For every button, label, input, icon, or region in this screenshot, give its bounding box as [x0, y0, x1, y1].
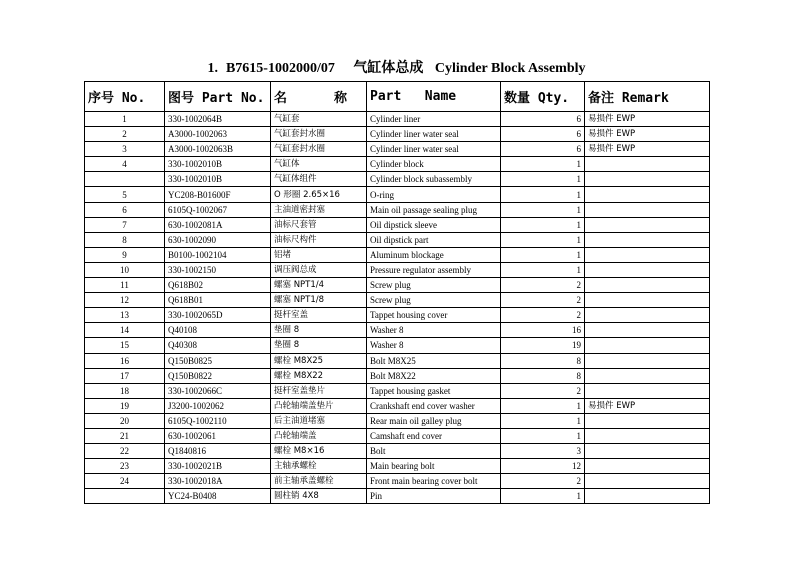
cell-qty: 1	[501, 202, 585, 217]
table-row	[85, 247, 710, 262]
cell-remark	[585, 444, 710, 459]
cell-remark: 易损件 EWP	[585, 127, 710, 142]
cell-name-cn: 凸轮轴端盖	[271, 428, 367, 443]
cell-name-cn: 螺塞 NPT1/8	[271, 293, 367, 308]
cell-name-en: O-ring	[367, 187, 501, 202]
cell-qty: 2	[501, 474, 585, 489]
cell-remark	[585, 459, 710, 474]
header-remark: 备注 Remark	[585, 82, 710, 112]
cell-name-en: Camshaft end cover	[367, 428, 501, 443]
cell-remark	[585, 368, 710, 383]
cell-part-no: B0100-1002104	[165, 247, 271, 262]
header-name-en: Part Name	[367, 82, 501, 112]
cell-name-cn: 垫圈 8	[271, 338, 367, 353]
cell-remark: 易损件 EWP	[585, 112, 710, 127]
cell-name-cn: 油标尺构件	[271, 232, 367, 247]
cell-seq: 8	[85, 232, 165, 247]
cell-part-no: 330-1002018A	[165, 474, 271, 489]
cell-qty: 19	[501, 338, 585, 353]
title-en: Cylinder Block Assembly	[434, 61, 586, 76]
table-body	[85, 112, 710, 504]
cell-qty: 1	[501, 398, 585, 413]
cell-name-en: Cylinder liner water seal	[367, 127, 501, 142]
cell-qty: 1	[501, 172, 585, 187]
cell-qty: 2	[501, 278, 585, 293]
cell-name-cn: 前主轴承盖螺栓	[271, 474, 367, 489]
cell-part-no: 330-1002066C	[165, 383, 271, 398]
cell-remark	[585, 474, 710, 489]
cell-part-no: 630-1002081A	[165, 217, 271, 232]
cell-seq: 13	[85, 308, 165, 323]
table-row	[85, 308, 710, 323]
table-header-row	[85, 82, 710, 112]
cell-remark	[585, 308, 710, 323]
cell-remark	[585, 262, 710, 277]
cell-remark	[585, 232, 710, 247]
cell-remark	[585, 157, 710, 172]
cell-qty: 3	[501, 444, 585, 459]
cell-seq: 2	[85, 127, 165, 142]
cell-qty: 6	[501, 127, 585, 142]
cell-qty: 1	[501, 157, 585, 172]
cell-seq	[85, 172, 165, 187]
cell-remark	[585, 293, 710, 308]
title-code: B7615-1002000/07	[225, 61, 335, 76]
cell-seq: 14	[85, 323, 165, 338]
cell-name-en: Screw plug	[367, 278, 501, 293]
cell-qty: 1	[501, 217, 585, 232]
cell-seq: 21	[85, 428, 165, 443]
cell-remark	[585, 172, 710, 187]
cell-name-en: Pin	[367, 489, 501, 504]
cell-name-cn: 主油道密封塞	[271, 202, 367, 217]
cell-remark	[585, 338, 710, 353]
cell-qty: 6	[501, 112, 585, 127]
cell-remark	[585, 278, 710, 293]
cell-name-en: Main oil passage sealing plug	[367, 202, 501, 217]
cell-part-no: A3000-1002063B	[165, 142, 271, 157]
cell-seq: 18	[85, 383, 165, 398]
cell-part-no: 330-1002010B	[165, 157, 271, 172]
cell-part-no: 330-1002021B	[165, 459, 271, 474]
cell-part-no: YC208-B01600F	[165, 187, 271, 202]
table-row	[85, 142, 710, 157]
cell-remark	[585, 187, 710, 202]
cell-part-no: Q40308	[165, 338, 271, 353]
title-cn: 气缸体总成	[353, 61, 424, 76]
cell-name-cn: 螺栓 M8X22	[271, 368, 367, 383]
cell-part-no: 630-1002061	[165, 428, 271, 443]
cell-qty: 1	[501, 489, 585, 504]
cell-name-cn: 凸轮轴端盖垫片	[271, 398, 367, 413]
cell-name-en: Cylinder liner	[367, 112, 501, 127]
cell-qty: 8	[501, 353, 585, 368]
header-part-no: 图号 Part No.	[165, 82, 271, 112]
table-row	[85, 157, 710, 172]
cell-part-no: J3200-1002062	[165, 398, 271, 413]
title-index: 1.	[207, 61, 218, 76]
cell-part-no: 330-1002010B	[165, 172, 271, 187]
cell-name-en: Oil dipstick part	[367, 232, 501, 247]
cell-qty: 1	[501, 232, 585, 247]
cell-part-no: Q618B01	[165, 293, 271, 308]
cell-seq: 20	[85, 413, 165, 428]
table-row	[85, 459, 710, 474]
cell-name-en: Bolt M8X22	[367, 368, 501, 383]
cell-name-cn: 调压阀总成	[271, 262, 367, 277]
cell-seq: 9	[85, 247, 165, 262]
cell-remark	[585, 353, 710, 368]
cell-seq	[85, 489, 165, 504]
cell-remark	[585, 247, 710, 262]
cell-name-cn: 气缸体	[271, 157, 367, 172]
cell-name-en: Washer 8	[367, 338, 501, 353]
cell-seq: 17	[85, 368, 165, 383]
table-row	[85, 112, 710, 127]
cell-seq: 23	[85, 459, 165, 474]
cell-name-cn: 挺杆室盖	[271, 308, 367, 323]
cell-qty: 1	[501, 187, 585, 202]
cell-name-en: Oil dipstick sleeve	[367, 217, 501, 232]
cell-part-no: 330-1002064B	[165, 112, 271, 127]
cell-name-en: Bolt M8X25	[367, 353, 501, 368]
table-row	[85, 172, 710, 187]
table-row	[85, 323, 710, 338]
cell-remark	[585, 428, 710, 443]
cell-name-en: Cylinder block	[367, 157, 501, 172]
cell-qty: 12	[501, 459, 585, 474]
cell-name-en: Cylinder liner water seal	[367, 142, 501, 157]
table-row	[85, 202, 710, 217]
cell-name-en: Pressure regulator assembly	[367, 262, 501, 277]
cell-remark	[585, 202, 710, 217]
header-seq: 序号 No.	[85, 82, 165, 112]
cell-qty: 1	[501, 247, 585, 262]
cell-name-en: Tappet housing gasket	[367, 383, 501, 398]
cell-qty: 6	[501, 142, 585, 157]
cell-part-no: 6105Q-1002067	[165, 202, 271, 217]
cell-name-cn: O 形圈 2.65×16	[271, 187, 367, 202]
table-row	[85, 278, 710, 293]
cell-name-en: Tappet housing cover	[367, 308, 501, 323]
cell-part-no: Q40108	[165, 323, 271, 338]
cell-seq: 12	[85, 293, 165, 308]
parts-table	[84, 81, 710, 504]
cell-part-no: Q1840816	[165, 444, 271, 459]
cell-name-cn: 铝堵	[271, 247, 367, 262]
document-title	[0, 57, 793, 77]
cell-seq: 19	[85, 398, 165, 413]
table-row	[85, 293, 710, 308]
cell-qty: 2	[501, 308, 585, 323]
cell-name-en: Rear main oil galley plug	[367, 413, 501, 428]
cell-remark	[585, 413, 710, 428]
cell-part-no: 330-1002065D	[165, 308, 271, 323]
cell-name-cn: 圆柱销 4X8	[271, 489, 367, 504]
cell-seq: 4	[85, 157, 165, 172]
cell-name-en: Crankshaft end cover washer	[367, 398, 501, 413]
cell-seq: 6	[85, 202, 165, 217]
cell-name-cn: 后主油道堵塞	[271, 413, 367, 428]
cell-name-cn: 气缸套封水圈	[271, 142, 367, 157]
cell-name-en: Main bearing bolt	[367, 459, 501, 474]
cell-name-cn: 主轴承螺栓	[271, 459, 367, 474]
table-row	[85, 489, 710, 504]
cell-part-no: Q618B02	[165, 278, 271, 293]
cell-name-cn: 油标尺套管	[271, 217, 367, 232]
cell-qty: 1	[501, 262, 585, 277]
cell-seq: 1	[85, 112, 165, 127]
cell-name-en: Bolt	[367, 444, 501, 459]
cell-name-cn: 挺杆室盖垫片	[271, 383, 367, 398]
cell-name-cn: 螺塞 NPT1/4	[271, 278, 367, 293]
table-row	[85, 444, 710, 459]
table-row	[85, 217, 710, 232]
cell-qty: 1	[501, 428, 585, 443]
cell-name-cn: 气缸套封水圈	[271, 127, 367, 142]
cell-name-cn: 气缸套	[271, 112, 367, 127]
cell-seq: 22	[85, 444, 165, 459]
cell-part-no: Q150B0825	[165, 353, 271, 368]
cell-name-en: Cylinder block subassembly	[367, 172, 501, 187]
cell-seq: 7	[85, 217, 165, 232]
cell-remark: 易损件 EWP	[585, 398, 710, 413]
table-row	[85, 413, 710, 428]
cell-part-no: 330-1002150	[165, 262, 271, 277]
table-row	[85, 338, 710, 353]
table-row	[85, 127, 710, 142]
cell-qty: 2	[501, 383, 585, 398]
table-row	[85, 474, 710, 489]
cell-part-no: 6105Q-1002110	[165, 413, 271, 428]
cell-part-no: Q150B0822	[165, 368, 271, 383]
header-name-cn: 名 称	[271, 82, 367, 112]
cell-qty: 8	[501, 368, 585, 383]
cell-seq: 24	[85, 474, 165, 489]
cell-part-no: A3000-1002063	[165, 127, 271, 142]
cell-name-cn: 螺栓 M8X25	[271, 353, 367, 368]
cell-seq: 16	[85, 353, 165, 368]
cell-qty: 1	[501, 413, 585, 428]
cell-seq: 11	[85, 278, 165, 293]
cell-seq: 10	[85, 262, 165, 277]
table-row	[85, 262, 710, 277]
table-row	[85, 353, 710, 368]
cell-remark	[585, 383, 710, 398]
cell-name-en: Screw plug	[367, 293, 501, 308]
table-row	[85, 383, 710, 398]
table-row	[85, 368, 710, 383]
cell-remark	[585, 323, 710, 338]
cell-remark	[585, 217, 710, 232]
cell-name-cn: 螺栓 M8×16	[271, 444, 367, 459]
cell-part-no: 630-1002090	[165, 232, 271, 247]
cell-name-cn: 垫圈 8	[271, 323, 367, 338]
cell-name-en: Front main bearing cover bolt	[367, 474, 501, 489]
cell-seq: 15	[85, 338, 165, 353]
table-row	[85, 187, 710, 202]
cell-part-no: YC24-B0408	[165, 489, 271, 504]
cell-seq: 5	[85, 187, 165, 202]
cell-name-cn: 气缸体组件	[271, 172, 367, 187]
cell-name-en: Washer 8	[367, 323, 501, 338]
table-row	[85, 232, 710, 247]
cell-remark	[585, 489, 710, 504]
cell-qty: 16	[501, 323, 585, 338]
cell-seq: 3	[85, 142, 165, 157]
cell-qty: 2	[501, 293, 585, 308]
cell-name-en: Aluminum blockage	[367, 247, 501, 262]
header-qty: 数量 Qty.	[501, 82, 585, 112]
table-row	[85, 428, 710, 443]
table-row	[85, 398, 710, 413]
cell-remark: 易损件 EWP	[585, 142, 710, 157]
